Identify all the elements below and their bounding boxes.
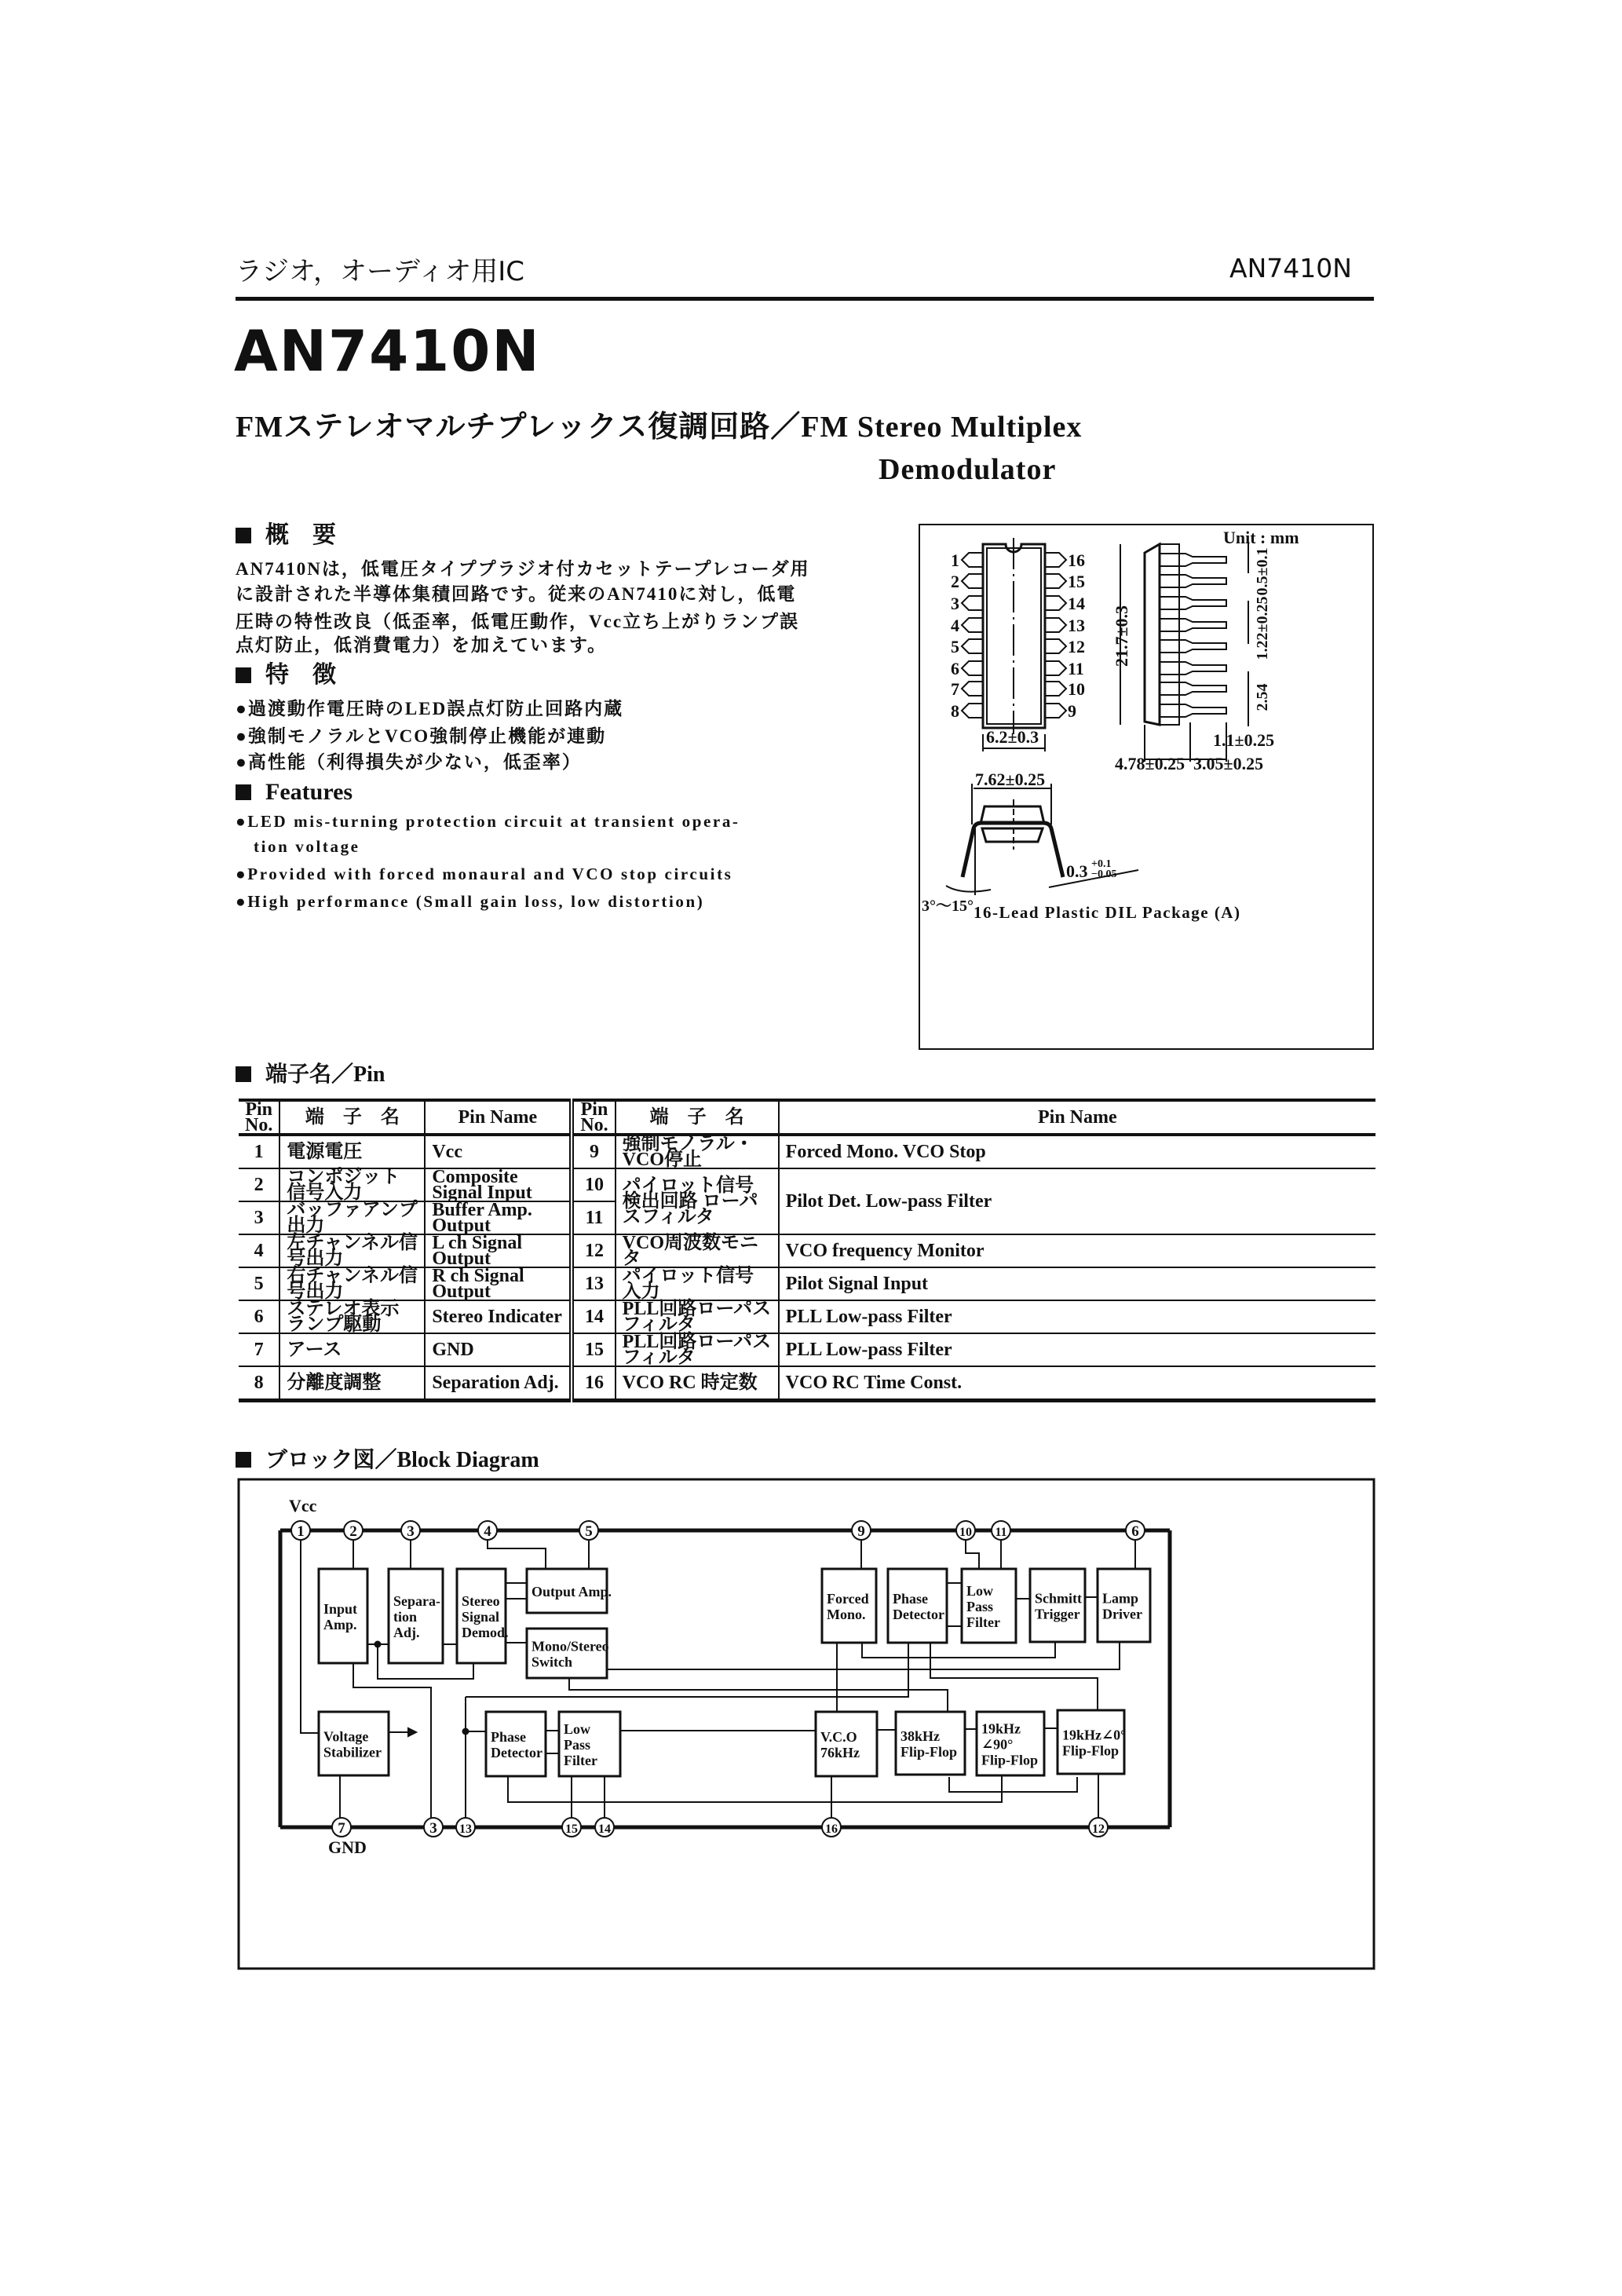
dim-seat: 1.1±0.25 xyxy=(1213,730,1275,750)
pin-terminal xyxy=(1089,1818,1108,1837)
pin-name-jp: バッファアンプ出力 xyxy=(279,1201,425,1234)
feature-en-line: tion voltage xyxy=(254,837,360,856)
pin-number: 3 xyxy=(239,1201,279,1234)
dim-height: 4.78±0.25 xyxy=(1115,754,1185,773)
pin-number: 5 xyxy=(239,1267,279,1300)
pin-terminal xyxy=(822,1818,841,1837)
dim-thickness: 0.3 xyxy=(1066,861,1088,881)
block-label-line: Stereo xyxy=(462,1593,500,1609)
block-ff-38k xyxy=(896,1712,965,1775)
feature-jp-item: ●強制モノラルとVCO強制停止機能が連動 xyxy=(236,726,607,746)
signal-wire xyxy=(488,1540,546,1569)
pin-number: 1 xyxy=(239,1135,279,1168)
square-bullet-icon xyxy=(236,784,251,800)
pin-lead xyxy=(962,574,983,588)
pin-number: 9 xyxy=(572,1135,615,1168)
signal-wire xyxy=(508,1776,1002,1802)
pin-terminal-number: 14 xyxy=(598,1823,611,1836)
table-row xyxy=(239,1168,1375,1201)
pin-terminal-number: 11 xyxy=(995,1526,1007,1539)
pin-name-en: PLL Low-pass Filter xyxy=(779,1300,1375,1333)
side-lead xyxy=(1160,704,1226,717)
pin-name-en: Composite Signal Input xyxy=(425,1168,572,1201)
pin-terminal-number: 16 xyxy=(825,1823,838,1836)
column-header: 端 子 名 xyxy=(279,1100,425,1135)
pin-lead xyxy=(1045,639,1066,653)
block-phase-detector-pll xyxy=(486,1712,546,1776)
subtitle-line2: Demodulator xyxy=(879,453,1057,486)
table-row xyxy=(239,1135,1375,1168)
block-label-line: Demod. xyxy=(462,1625,509,1640)
block-label-line: 76kHz xyxy=(820,1745,860,1760)
dim-row-spacing: 7.62±0.25 xyxy=(975,770,1046,789)
pin-lead xyxy=(1045,704,1066,718)
pin-number: 14 xyxy=(572,1300,615,1333)
block-diagram xyxy=(236,1476,1379,1972)
block-label-line: Schmitt xyxy=(1035,1590,1082,1607)
pin-name-jp: VCO周波数モニタ xyxy=(616,1234,779,1267)
pin-lead xyxy=(962,661,983,675)
pin-number-label: 13 xyxy=(1068,616,1085,635)
header-category: ラジオ，オーディオ用IC xyxy=(236,256,524,287)
gnd-label: GND xyxy=(328,1837,367,1857)
feature-en-line: ●High performance (Small gain loss, low distortion) xyxy=(236,892,705,911)
pin-terminal-number: 4 xyxy=(484,1523,491,1540)
pin-name-jp: 電源電圧 xyxy=(279,1135,425,1168)
pin-number: 10 xyxy=(572,1168,615,1201)
pin-number: 2 xyxy=(239,1168,279,1201)
square-bullet-icon xyxy=(236,1066,251,1082)
pin-terminal xyxy=(956,1521,975,1540)
block-label-line: Pass xyxy=(564,1737,591,1753)
block-stereo-demod xyxy=(457,1569,509,1663)
top-view xyxy=(962,538,1066,751)
side-lead xyxy=(1160,619,1226,631)
dim-lead-shoulder: 1.22±0.25 xyxy=(1254,596,1271,660)
pin-lead xyxy=(1045,618,1066,632)
pin-terminal-number: 5 xyxy=(585,1523,593,1540)
pin-number-label: 7 xyxy=(951,679,959,699)
pin-terminal-number: 2 xyxy=(349,1523,357,1540)
pin-name-jp: コンポジット信号入力 xyxy=(279,1168,425,1201)
subtitle: FMステレオマルチプレックス復調回路／FM Stereo Multiplex xyxy=(236,411,1083,444)
block-label-line: Signal xyxy=(462,1609,500,1625)
pin-name-en: Vcc xyxy=(425,1135,572,1168)
block-label-line: Detector xyxy=(491,1745,542,1760)
block-diagram-heading xyxy=(236,1442,539,1474)
pin-lead xyxy=(962,596,983,610)
pin-terminal xyxy=(852,1521,871,1540)
pin-name-jp: ステレオ表示ランプ駆動 xyxy=(279,1300,425,1333)
block-label-line: tion xyxy=(393,1609,418,1625)
block-phase-detector-pilot xyxy=(888,1569,947,1643)
overview-line: AN7410Nは，低電圧タイププラジオ付カセットテープレコーダ用 xyxy=(236,559,810,579)
pin-lead xyxy=(1045,596,1066,610)
pin-name-jp: 分離度調整 xyxy=(279,1366,425,1401)
dim-thickness-tol-plus: +0.1 xyxy=(1091,858,1112,870)
pin-terminal xyxy=(562,1818,581,1837)
pin-number: 16 xyxy=(572,1366,615,1401)
block-lamp-driver xyxy=(1098,1569,1150,1642)
block-label-line: ∠90° xyxy=(981,1736,1014,1753)
block-output-amp xyxy=(527,1569,612,1613)
block-low-pass-filter-pll xyxy=(559,1712,620,1776)
pin-number-label: 2 xyxy=(951,572,959,591)
pin-lead xyxy=(1045,553,1066,567)
block-label xyxy=(1102,1591,1142,1622)
side-lead xyxy=(1160,575,1226,587)
package-caption: 16-Lead Plastic DIL Package (A) xyxy=(974,903,1241,922)
table-row xyxy=(239,1234,1375,1267)
block-label-line: Mono. xyxy=(827,1607,866,1622)
pin-name-en: GND xyxy=(425,1333,572,1366)
signal-wire xyxy=(569,1678,948,1712)
block-separation-adj xyxy=(389,1569,443,1663)
pin-number-label: 16 xyxy=(1068,550,1085,570)
dim-thickness-tol-minus: −0.05 xyxy=(1091,868,1117,880)
block-diagram-heading-text: ブロック図／Block Diagram xyxy=(265,1448,539,1472)
side-lead xyxy=(1160,662,1226,675)
overview-line: に設計された半導体集積回路です。従来のAN7410に対し，低電 xyxy=(236,584,797,604)
side-lead xyxy=(1160,554,1226,566)
pin-terminal-number: 10 xyxy=(959,1526,972,1539)
column-header: Pin Name xyxy=(425,1100,572,1135)
pin-terminal-number: 3 xyxy=(429,1820,437,1837)
block-label-line: Flip-Flop xyxy=(1062,1742,1120,1759)
pin-number-label: 10 xyxy=(1068,679,1085,699)
pin-terminal-number: 6 xyxy=(1131,1523,1139,1540)
pin-name-en: Pilot Det. Low-pass Filter xyxy=(779,1168,1375,1234)
pin-terminal xyxy=(401,1521,420,1540)
pin-terminal-number: 12 xyxy=(1092,1823,1105,1836)
side-lead xyxy=(1160,640,1226,653)
arrow-icon xyxy=(408,1728,416,1736)
pin-terminal-number: 3 xyxy=(407,1523,415,1540)
table-row xyxy=(239,1267,1375,1300)
column-header: 端 子 名 xyxy=(616,1100,779,1135)
column-header: Pin Name xyxy=(779,1100,1375,1135)
pin-name-en: Pilot Signal Input xyxy=(779,1267,1375,1300)
block-label-line: Flip-Flop xyxy=(901,1744,958,1760)
pin-lead xyxy=(962,704,983,718)
pin-name-jp: VCO RC 時定数 xyxy=(616,1366,779,1401)
pin-number-label: 3 xyxy=(951,594,959,613)
block-label-line: 19kHz xyxy=(981,1720,1021,1737)
block-label-line: Flip-Flop xyxy=(981,1752,1039,1768)
feature-jp-item: ●過渡動作電圧時のLED誤点灯防止回路内蔵 xyxy=(236,699,624,718)
block-label xyxy=(1035,1591,1082,1622)
pin-name-en: VCO RC Time Const. xyxy=(779,1366,1375,1401)
block-label-line: V.C.O xyxy=(820,1729,857,1745)
junction-dot xyxy=(463,1729,469,1735)
pin-terminal xyxy=(1126,1521,1145,1540)
dim-pitch: 2.54 xyxy=(1254,683,1271,711)
pin-lead xyxy=(1045,682,1066,696)
block-low-pass-filter-pilot xyxy=(962,1569,1016,1643)
pin-terminal-number: 1 xyxy=(297,1523,305,1540)
pin-number: 12 xyxy=(572,1234,615,1267)
block-label-line: Output Amp. xyxy=(532,1584,612,1600)
block-label-line: Driver xyxy=(1102,1606,1142,1622)
block-label xyxy=(820,1729,860,1760)
pin-lead xyxy=(1045,574,1066,588)
block-voltage-stabilizer xyxy=(319,1712,389,1775)
block-label-line: 38kHz xyxy=(901,1728,941,1744)
square-bullet-icon xyxy=(236,1452,251,1468)
pin-name-en: Stereo Indicater xyxy=(425,1300,572,1333)
side-view xyxy=(1120,542,1248,762)
block-label-line: Mono/Stereo xyxy=(532,1638,609,1654)
pin-table xyxy=(239,1099,1375,1402)
pin-name-en: Forced Mono. VCO Stop xyxy=(779,1135,1375,1168)
pin-terminal xyxy=(344,1521,363,1540)
pin-name-jp: アース xyxy=(279,1333,425,1366)
header-part-number: AN7410N xyxy=(1229,253,1352,283)
pin-section-heading-text: 端子名／Pin xyxy=(265,1062,385,1087)
block-label-line: Lamp xyxy=(1102,1590,1139,1607)
side-lead xyxy=(1160,682,1226,695)
signal-wire xyxy=(862,1643,1055,1658)
features-jp-heading-text: 特 徴 xyxy=(265,662,336,688)
pin-name-jp: PLL回路ローパスフィルタ xyxy=(616,1333,779,1366)
feature-jp-item: ●高性能（利得損失が少ない，低歪率） xyxy=(236,752,582,772)
pin-name-en: Buffer Amp. Output xyxy=(425,1201,572,1234)
feature-en-line: ●LED mis-turning protection circuit at transient opera- xyxy=(236,812,740,831)
block-label-line: Separa- xyxy=(393,1593,440,1609)
block-label-line: 19kHz∠0° xyxy=(1062,1727,1127,1743)
unit-label: Unit : mm xyxy=(1223,528,1299,547)
block-label-line: Phase xyxy=(893,1591,928,1607)
pin-name-jp: 左チャンネル信号出力 xyxy=(279,1234,425,1267)
signal-wire xyxy=(607,1643,1120,1669)
page-title: AN7410N xyxy=(234,318,541,384)
pin-lead xyxy=(962,639,983,653)
block-label-line: Trigger xyxy=(1035,1606,1080,1622)
feature-en-line: ●Provided with forced monaural and VCO stop circuits xyxy=(236,865,733,883)
column-header: Pin No. xyxy=(572,1100,615,1135)
dim-lead-width: 0.5±0.1 xyxy=(1254,547,1271,596)
pin-terminal xyxy=(424,1818,443,1837)
table-header-row xyxy=(239,1100,1375,1135)
pin-lead xyxy=(962,682,983,696)
signal-wire xyxy=(301,1540,319,1733)
block-label-line: Phase xyxy=(491,1729,526,1745)
block-schmitt-trigger xyxy=(1030,1569,1085,1642)
junction-dot xyxy=(375,1642,381,1647)
block-label-line: Low xyxy=(564,1721,591,1737)
pin-lead xyxy=(962,553,983,567)
block-label xyxy=(532,1584,612,1600)
pin-name-en: R ch Signal Output xyxy=(425,1267,572,1300)
pin-terminal-number: 7 xyxy=(338,1820,345,1837)
square-bullet-icon xyxy=(236,667,251,683)
overview-heading-text: 概 要 xyxy=(265,522,336,548)
pin-name-jp: PLL回路ローパスフィルタ xyxy=(616,1300,779,1333)
pin-name-jp: 強制モノラル・VCO停止 xyxy=(616,1135,779,1168)
block-label-line: Input xyxy=(323,1601,358,1617)
pin-terminal xyxy=(332,1818,351,1837)
column-header: Pin No. xyxy=(239,1100,279,1135)
pin-number: 8 xyxy=(239,1366,279,1401)
side-lead xyxy=(1160,597,1226,609)
package-drawing xyxy=(919,524,1375,1051)
block-label-line: Voltage xyxy=(323,1728,369,1745)
signal-wire xyxy=(930,1643,1098,1710)
block-label-line: Detector xyxy=(893,1607,944,1622)
block-forced-mono xyxy=(822,1569,876,1643)
pin-number-label: 5 xyxy=(951,637,959,656)
block-mono-stereo-switch xyxy=(527,1629,609,1678)
square-bullet-icon xyxy=(236,528,251,543)
block-label-line: Switch xyxy=(532,1654,573,1670)
block-label-line: Filter xyxy=(564,1753,597,1768)
pin-terminal-number: 13 xyxy=(459,1823,472,1836)
pin-lead xyxy=(1045,661,1066,675)
vcc-label: Vcc xyxy=(289,1496,317,1515)
block-label-line: Filter xyxy=(966,1614,1000,1630)
header-rule xyxy=(236,297,1374,301)
block-label-line: Low xyxy=(966,1583,994,1599)
pin-number-label: 11 xyxy=(1068,659,1084,678)
dim-length: 21.7±0.3 xyxy=(1112,605,1131,667)
table-row xyxy=(239,1300,1375,1333)
pin-number-label: 8 xyxy=(951,701,959,721)
pin-terminal-number: 15 xyxy=(565,1823,578,1836)
pin-name-jp: パイロット信号検出回路 ローパスフィルタ xyxy=(616,1168,779,1234)
block-label-line: Forced xyxy=(827,1591,869,1607)
pin-number-label: 12 xyxy=(1068,637,1085,656)
pin-section-heading xyxy=(236,1057,385,1088)
dim-lead-length: 3.05±0.25 xyxy=(1193,754,1264,773)
pin-number-label: 14 xyxy=(1068,594,1085,613)
pin-terminal xyxy=(478,1521,497,1540)
pin-name-jp: 右チャンネル信号出力 xyxy=(279,1267,425,1300)
block-label xyxy=(1062,1727,1126,1759)
pin-number: 11 xyxy=(572,1201,615,1234)
features-en-heading-text: Features xyxy=(265,779,353,805)
pin-terminal xyxy=(291,1521,310,1540)
dim-width: 6.2±0.3 xyxy=(986,727,1039,747)
pin-number: 13 xyxy=(572,1267,615,1300)
overview-heading xyxy=(236,515,336,550)
pin-terminal xyxy=(595,1818,614,1837)
pin-number-label: 15 xyxy=(1068,572,1085,591)
pin-name-en: Separation Adj. xyxy=(425,1366,572,1401)
block-label-line: Amp. xyxy=(323,1617,357,1632)
pin-number: 7 xyxy=(239,1333,279,1366)
table-row xyxy=(239,1366,1375,1401)
block-ff-19k-90 xyxy=(977,1712,1044,1775)
overview-line: 点灯防止，低消費電力）を加えています。 xyxy=(236,635,608,655)
dim-angle: 3°〜15° xyxy=(922,898,974,915)
block-input-amp xyxy=(319,1569,367,1663)
table-row xyxy=(239,1333,1375,1366)
signal-wire xyxy=(966,1540,979,1569)
pin-name-en: PLL Low-pass Filter xyxy=(779,1333,1375,1366)
block-label-line: Adj. xyxy=(393,1625,420,1640)
pin-lead xyxy=(962,618,983,632)
block-label xyxy=(323,1601,357,1632)
pin-name-jp: パイロット信号入力 xyxy=(616,1267,779,1300)
block-label xyxy=(827,1591,869,1622)
signal-wire xyxy=(949,1777,1077,1792)
overview-line: 圧時の特性改良（低歪率，低電圧動作，Vcc立ち上がりランプ誤 xyxy=(236,612,800,631)
pin-terminal xyxy=(579,1521,598,1540)
block-ff-19k-0 xyxy=(1058,1710,1126,1774)
pin-terminal-number: 9 xyxy=(857,1523,865,1540)
pin-name-en: VCO frequency Monitor xyxy=(779,1234,1375,1267)
block-vco xyxy=(816,1712,877,1776)
pin-name-en: L ch Signal Output xyxy=(425,1234,572,1267)
block-label-line: Stabilizer xyxy=(323,1744,382,1760)
pin-number-label: 6 xyxy=(951,659,959,678)
block-label-line: Pass xyxy=(966,1599,994,1614)
pin-terminal xyxy=(456,1818,475,1837)
pin-number: 15 xyxy=(572,1333,615,1366)
pin-number: 4 xyxy=(239,1234,279,1267)
pin-number-label: 9 xyxy=(1068,701,1076,721)
pin-terminal xyxy=(992,1521,1010,1540)
features-en-heading xyxy=(236,779,353,806)
pin-number-label: 1 xyxy=(951,550,959,570)
pin-number: 6 xyxy=(239,1300,279,1333)
features-jp-heading xyxy=(236,655,336,689)
pin-number-label: 4 xyxy=(951,616,959,635)
